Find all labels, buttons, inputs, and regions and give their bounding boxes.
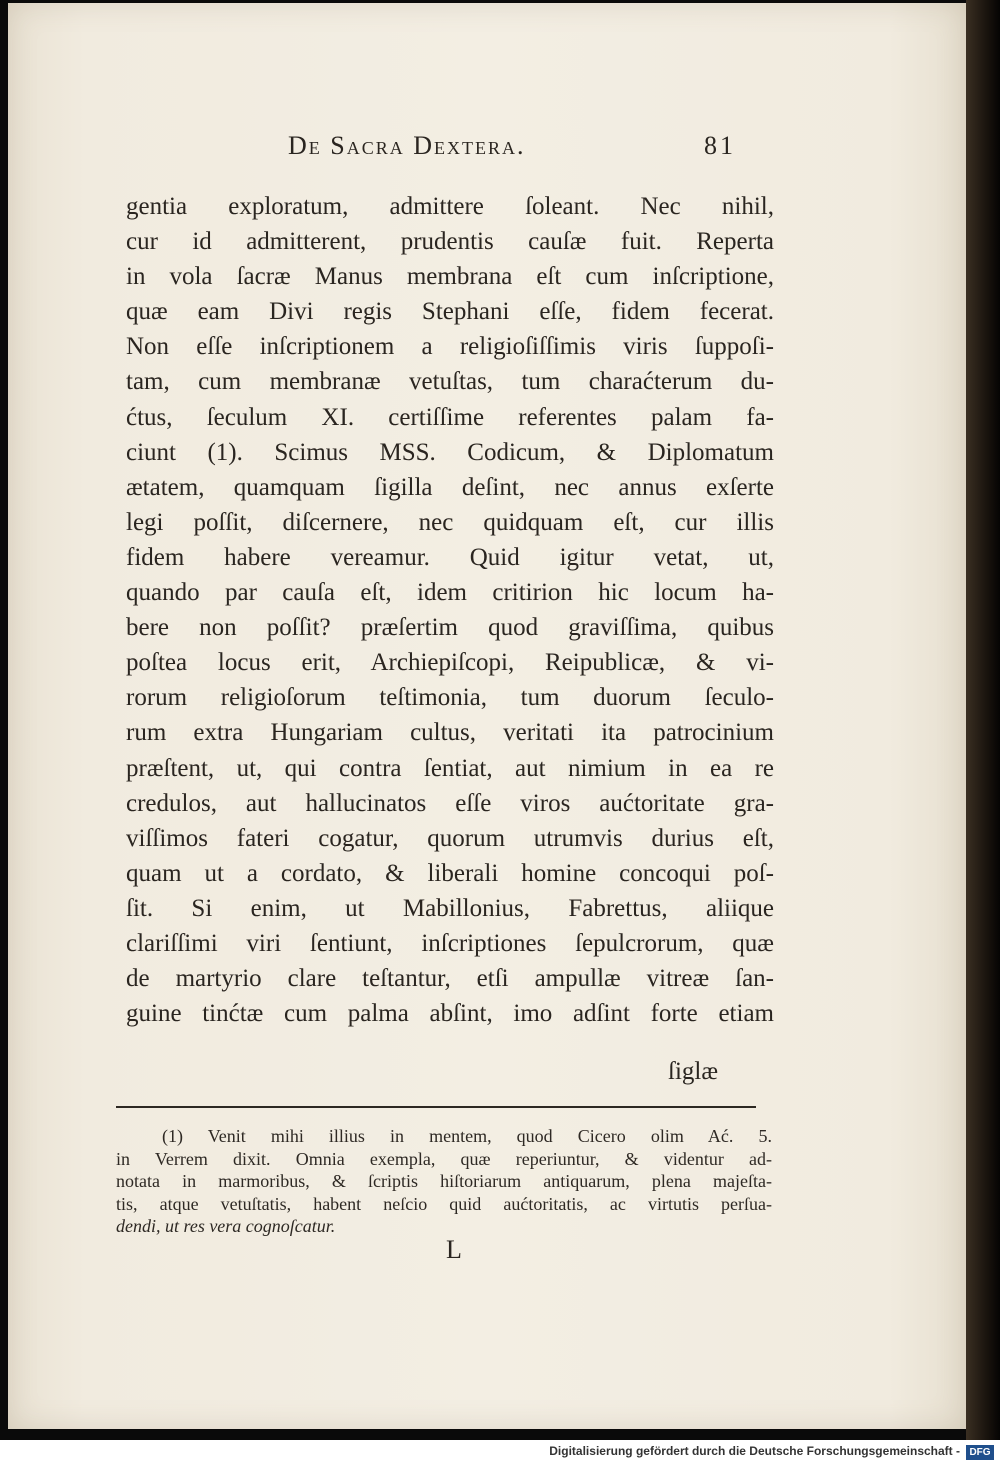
text-line: ſit. Si enim, ut Mabillonius, Fabrettus, aliique [126, 894, 774, 922]
text-line: quando par cauſa eſt, idem critirion hic locum ha- [126, 579, 774, 607]
text-line: ætatem, quamquam ſigilla deſint, nec annus exſerte [126, 473, 774, 501]
text-line: in vola ſacræ Manus membrana eſt cum inſcriptione, [126, 263, 774, 291]
text-line: gentia exploratum, admittere ſoleant. Nec nihil, [126, 193, 774, 220]
text-line: præſtent, ut, qui contra ſentiat, aut nimium in ea re [126, 754, 774, 782]
text-line: quam ut a cordato, & liberali homine concoqui poſ- [126, 859, 774, 887]
text-line: guine tinćtæ cum palma abſint, imo adſint forte etiam [126, 1000, 774, 1028]
footnote-rule [116, 1106, 756, 1108]
text-line: rorum religioſorum teſtimonia, tum duorum ſeculo- [126, 684, 774, 712]
text-line: Non eſſe inſcriptionem a religioſiſſimis viris ſuppoſi- [126, 333, 774, 361]
text-line: de martyrio clare teſtantur, etſi ampullæ vitreæ ſan- [126, 965, 774, 993]
credit-bar [0, 1440, 1000, 1466]
text-line: legi poſſit, diſcernere, nec quidquam eſt, cur illis [126, 508, 774, 536]
footnote-line: in Verrem dixit. Omnia exempla, quæ reperiuntur, & videntur ad- [116, 1148, 772, 1169]
signature-mark: L [446, 1235, 462, 1264]
running-title: De Sacra Dextera. [288, 131, 526, 160]
text-line: rum extra Hungariam cultus, veritati ita patrocinium [126, 719, 774, 747]
text-line: quæ eam Divi regis Stephani eſſe, fidem fecerat. [126, 298, 774, 326]
text-line: viſſimos fateri cogatur, quorum utrumvis durius eſt, [126, 824, 774, 852]
book-spine [966, 0, 1000, 1440]
text-line: ciunt (1). Scimus MSS. Codicum, & Diplomatum [126, 438, 774, 466]
credit-text: Digitalisierung gefördert durch die Deutsche Forschungsgemeinschaft - [549, 1444, 960, 1458]
page-number: 81 [704, 131, 736, 160]
footnote-line: tis, atque vetuſtatis, habent neſcio quid aućtoritatis, ac virtutis perſua- [116, 1193, 772, 1214]
catchword: ſiglæ [668, 1058, 719, 1085]
dfg-logo: DFG [966, 1445, 994, 1460]
footnote-line: (1) Venit mihi illius in mentem, quod Cicero olim Ać. 5. [162, 1126, 772, 1146]
text-line: tam, cum membranæ vetuſtas, tum charaćterum du- [126, 368, 774, 396]
text-line: bere non poſſit? præſertim quod graviſſima, quibus [126, 614, 774, 642]
text-line: clariſſimi viri ſentiunt, inſcriptiones ſepulcrorum, quæ [126, 929, 774, 957]
text-line: poſtea locus erit, Archiepiſcopi, Reipublicæ, & vi- [126, 649, 774, 677]
body-text [126, 189, 774, 1031]
footnote-line: notata in marmoribus, & ſcriptis hiſtoriarum antiquarum, plena majeſta- [116, 1171, 772, 1191]
text-line: cur id admitterent, prudentis cauſæ fuit. Reperta [126, 228, 774, 256]
footnote [116, 1125, 772, 1238]
text-line: fidem habere vereamur. Quid igitur vetat, ut, [126, 543, 774, 571]
book-page [8, 3, 966, 1429]
footnote-line: dendi, ut res vera cognoſcatur. [116, 1216, 336, 1236]
page-header [288, 131, 748, 171]
text-line: ćtus, ſeculum XI. certiſſime referentes palam fa- [126, 403, 774, 431]
text-line: credulos, aut hallucinatos eſſe viros aućtoritate gra- [126, 789, 774, 817]
